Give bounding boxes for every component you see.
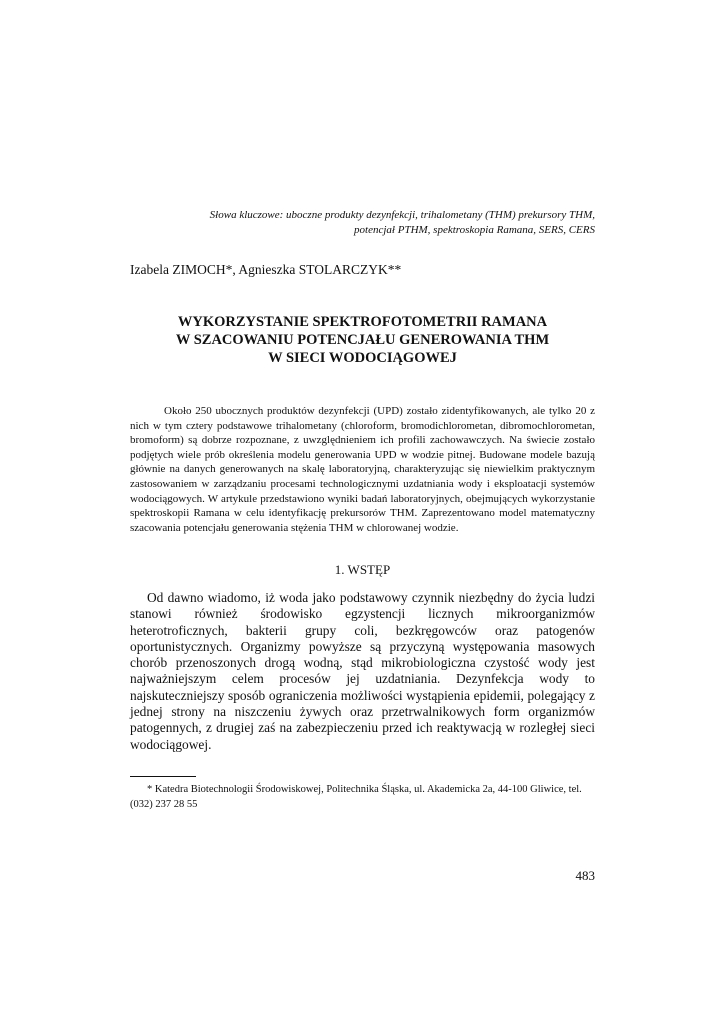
section-body: Od dawno wiadomo, iż woda jako podstawowy czynnik niezbędny do życia ludzi stanowi również środowisko egzystencji licznych mikroorganizmów heterotroficznych, bakterii grupy coli, bezkręgowców oraz patogenów oportunistycznych. Organizmy powyższe są przyczyną występowania masowych chorób przenoszonych drogą wodną, stąd mikrobiologiczna czystość wody jest najważniejszym celem procesów jej uzdatniania. Dezynfekcja wody to najskuteczniejszy sposób ograniczenia możliwości wystąpienia epidemii, polegający z jednej strony na niszczeniu żywych oraz przetrwalnikowych form organizmów patogennych, z drugiej zaś na zabezpieczeniu przed ich reaktywacją w rozległej sieci wodociągowej.	[130, 590, 595, 752]
page-number: 483	[575, 868, 595, 883]
footnote: * Katedra Biotechnologii Środowiskowej, Politechnika Śląska, ul. Akademicka 2a, 44-100 Gliwice, tel. (032) 237 28 55	[130, 784, 582, 810]
section-heading: 1. WSTĘP	[334, 562, 391, 577]
authors: Izabela ZIMOCH*, Agnieszka STOLARCZYK**	[130, 262, 402, 277]
title-line-1: WYKORZYSTANIE SPEKTROFOTOMETRII RAMANA	[177, 314, 548, 330]
keywords-line-2: potencjał PTHM, spektroskopia Ramana, SERS, CERS	[354, 224, 595, 236]
keywords	[130, 208, 595, 238]
paper-title	[130, 313, 595, 367]
title-line-2: W SZACOWANIU POTENCJAŁU GENEROWANIA THM	[175, 332, 550, 348]
keywords-line-1: Słowa kluczowe: uboczne produkty dezynfekcji, trihalometany (THM) prekursory THM,	[209, 209, 595, 221]
footnote-divider	[130, 776, 196, 777]
abstract: Około 250 ubocznych produktów dezynfekcji (UPD) zostało zidentyfikowanych, ale tylko 20 z nich w tym cztery podstawowe trihalometany (chloroform, bromodichlorometan, dibromochlorometan, bromoform) są dobrze rozpoznane, z uwzględnieniem ich profili zachowawczych. Na świecie zostało podjętych wiele prób określenia modelu generowania UPD w wodzie pitnej. Budowane modele bazują głównie na danych generowanych na skalę laboratoryjną, charakteryzując się niewielkim praktycznym zastosowaniem w zarządzaniu procesami technologicznymi uzdatniania wody i eksploatacji systemów wodociągowych. W artykule przedstawiono wyniki badań laboratoryjnych, obejmujących wykorzystanie spektroskopii Ramana w celu identyfikację prekursorów THM. Zaprezentowano model matematyczny szacowania potencjału generowania stężenia THM w chlorowanej wodzie.	[130, 405, 595, 534]
title-line-3: W SIECI WODOCIĄGOWEJ	[268, 350, 457, 366]
